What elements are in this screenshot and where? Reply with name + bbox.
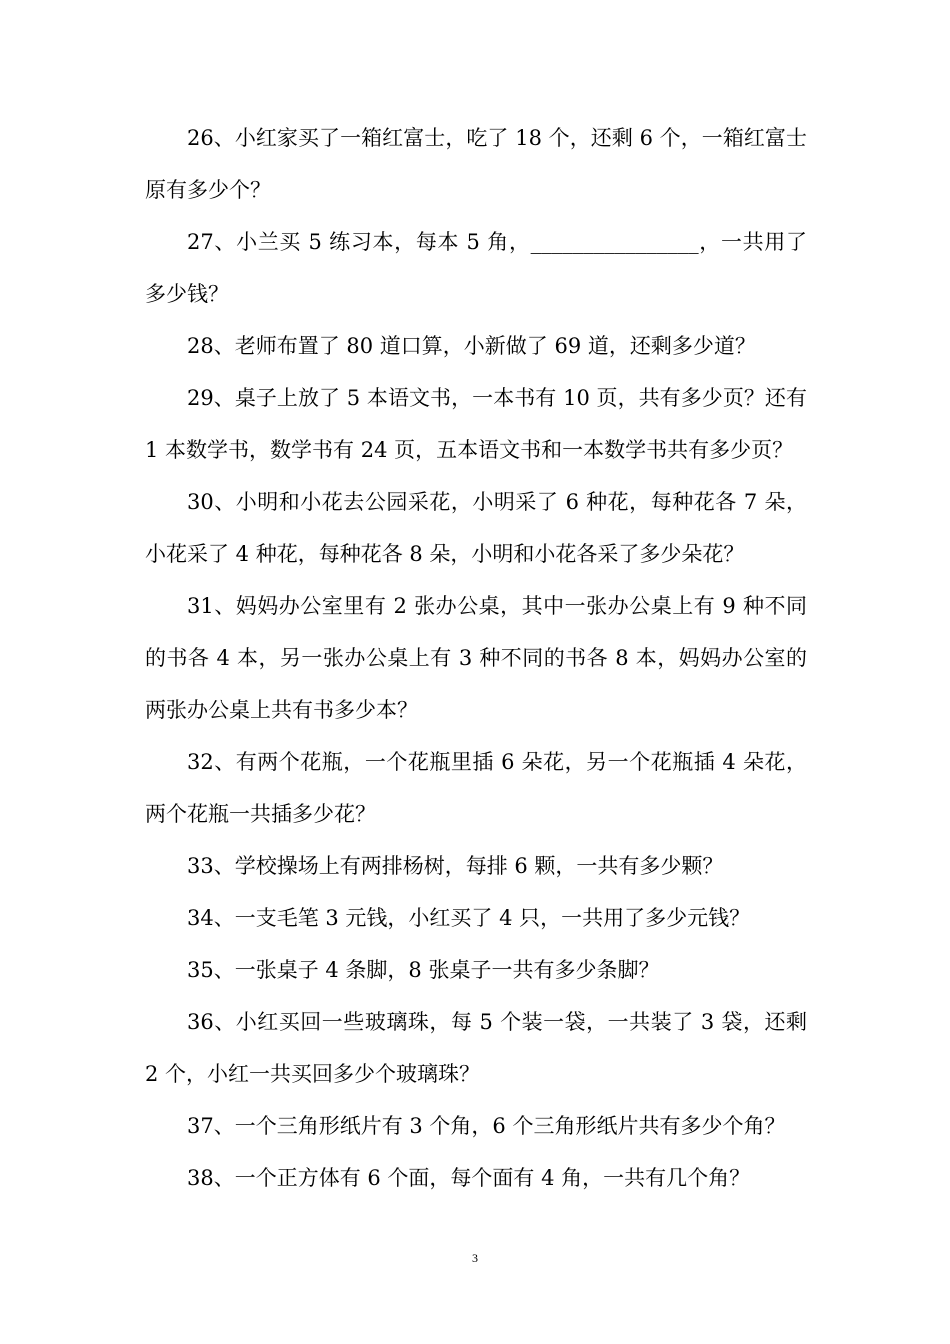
page-number: 3 bbox=[472, 1251, 478, 1265]
question-29: 29、桌子上放了 5 本语文书，一本书有 10 页，共有多少页？还有 1 本数学书，数学书有 24 页，五本语文书和一本数学书共有多少页？ bbox=[145, 386, 807, 462]
question-list bbox=[145, 112, 807, 1204]
question-31: 31、妈妈办公室里有 2 张办公桌，其中一张办公桌上有 9 种不同的书各 4 本，另一张办公桌上有 3 种不同的书各 8 本，妈妈办公室的两张办公桌上共有书多少本？ bbox=[145, 594, 807, 722]
question-35: 35、一张桌子 4 条脚，8 张桌子一共有多少条脚？ bbox=[187, 958, 660, 982]
question-32: 32、有两个花瓶，一个花瓶里插 6 朵花，另一个花瓶插 4 朵花，两个花瓶一共插多少花？ bbox=[145, 750, 807, 826]
question-27: 27、小兰买 5 练习本，每本 5 角，________________，一共用了多少钱？ bbox=[145, 230, 807, 306]
question-34: 34、一支毛笔 3 元钱，小红买了 4 只，一共用了多少元钱？ bbox=[187, 906, 751, 930]
question-28: 28、老师布置了 80 道口算，小新做了 69 道，还剩多少道？ bbox=[187, 334, 756, 358]
question-38: 38、一个正方体有 6 个面，每个面有 4 角，一共有几个角？ bbox=[187, 1166, 751, 1190]
question-33: 33、学校操场上有两排杨树，每排 6 颗，一共有多少颗？ bbox=[187, 854, 724, 878]
question-36: 36、小红买回一些玻璃珠，每 5 个装一袋，一共装了 3 袋，还剩 2 个，小红一共买回多少个玻璃珠？ bbox=[145, 1010, 807, 1086]
question-37: 37、一个三角形纸片有 3 个角，6 个三角形纸片共有多少个角？ bbox=[187, 1114, 786, 1138]
question-26: 26、小红家买了一箱红富士，吃了 18 个，还剩 6 个，一箱红富士原有多少个？ bbox=[145, 126, 807, 202]
question-30: 30、小明和小花去公园采花，小明采了 6 种花，每种花各 7 朵，小花采了 4 种花，每种花各 8 朵，小明和小花各采了多少朵花？ bbox=[145, 490, 807, 566]
